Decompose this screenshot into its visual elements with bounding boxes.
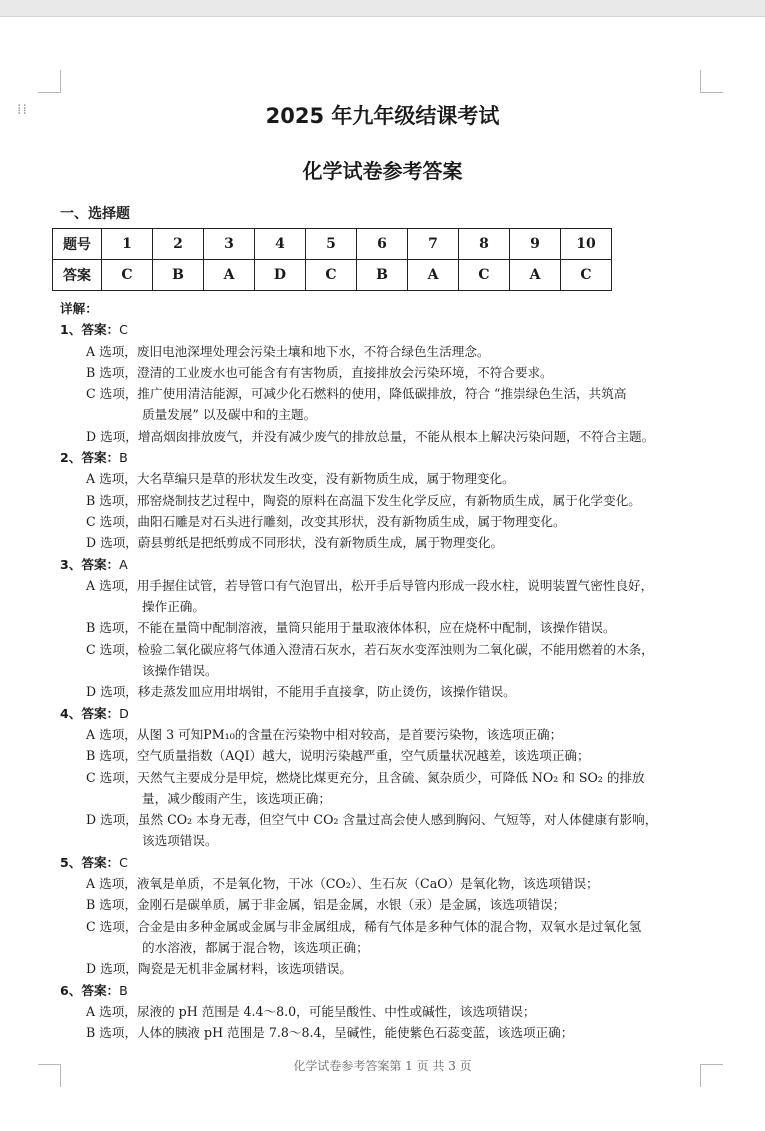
question-prefix: 2、答案： <box>60 450 120 466</box>
option-explanation-line: A 选项，尿液的 pH 范围是 4.4～8.0，可能呈酸性、中性或碱性，该选项错误； <box>86 1003 536 1019</box>
answer-cell: B <box>153 260 204 291</box>
answer-cell: A <box>408 260 459 291</box>
option-explanation-line: C 选项，天然气主要成分是甲烷，燃烧比煤更充分，且含硫、氮杂质少，可降低 NO₂ 和 SO₂ 的排放 <box>86 769 645 785</box>
option-explanation-line: B 选项，不能在量筒中配制溶液，量筒只能用于量取液体体积，应在烧杯中配制，该操作错误。 <box>86 620 616 636</box>
question-answer-value: C <box>119 322 128 338</box>
question-answer-line <box>60 980 710 1001</box>
option-explanation-line: C 选项，曲阳石雕是对石头进行雕刻，改变其形状，没有新物质生成，属于物理变化。 <box>86 513 566 529</box>
page-subtitle: 化学试卷参考答案 <box>302 159 463 183</box>
option-explanation-line: C 选项，合金是由多种金属或金属与非金属组成，稀有气体是多种气体的混合物，双氧水是过氧化氢 <box>86 918 642 934</box>
answer-table <box>52 228 612 291</box>
answer-cell: C <box>306 260 357 291</box>
page-title: 2025 年九年级结课考试 <box>265 104 500 128</box>
option-explanation-line: A 选项，用手握住试管，若导管口有气泡冒出，松开手后导管内形成一段水柱，说明装置气密性良好， <box>86 577 654 593</box>
option-explanation-line: A 选项，废旧电池深埋处理会污染土壤和地下水，不符合绿色生活理念。 <box>86 343 490 359</box>
question-answer-value: C <box>119 854 128 870</box>
question-answer-line <box>60 852 710 873</box>
question-answer-line <box>60 554 710 575</box>
option-explanation-line: D 选项，陶瓷是无机非金属材料，该选项错误。 <box>86 961 352 977</box>
continuation-line: 该操作错误。 <box>142 663 218 679</box>
option-explanation-line: D 选项，虽然 CO₂ 本身无毒，但空气中 CO₂ 含量过高会使人感到胸闷、气短等，对人体健康有影响， <box>86 812 658 828</box>
answer-cell: A <box>204 260 255 291</box>
table-row-answers <box>53 260 612 291</box>
crop-mark-top-right <box>700 70 723 93</box>
question-answer-value: B <box>119 982 128 998</box>
question-number-cell: 5 <box>306 229 357 260</box>
question-prefix: 4、答案： <box>60 705 120 721</box>
header-label-cell: 题号 <box>53 229 102 260</box>
option-explanation-line: C 选项，检验二氧化碳应将气体通入澄清石灰水，若石灰水变浑浊则为二氧化碳，不能用燃着的木条， <box>86 641 654 657</box>
table-row-numbers <box>53 229 612 260</box>
answer-cell: A <box>510 260 561 291</box>
option-explanation-line: A 选项，从图 3 可知PM₁₀的含量在污染物中相对较高，是首要污染物，该选项正确； <box>86 726 563 742</box>
continuation-line: 该选项错误。 <box>142 833 218 849</box>
question-number-cell: 6 <box>357 229 408 260</box>
question-number-cell: 8 <box>459 229 510 260</box>
continuation-line: 质量发展” 以及碳中和的主题。 <box>142 407 317 423</box>
question-number-cell: 3 <box>204 229 255 260</box>
question-answer-line <box>60 447 710 468</box>
continuation-line: 的水溶液，都属于混合物，该选项正确； <box>142 939 369 955</box>
option-explanation-line: D 选项，蔚县剪纸是把纸剪成不同形状，没有新物质生成，属于物理变化。 <box>86 535 504 551</box>
option-explanation-line: D 选项，增高烟囱排放废气，并没有减少废气的排放总量，不能从根本上解决污染问题，不符合主题。 <box>86 428 655 444</box>
option-explanation-line: B 选项，人体的胰液 pH 范围是 7.8～8.4，呈碱性，能使紫色石蕊变蓝，该选项正确； <box>86 1025 574 1041</box>
question-number-cell: 4 <box>255 229 306 260</box>
question-answer-value: A <box>119 556 128 572</box>
drag-handle-icon[interactable]: ⁞⁞ <box>17 102 28 118</box>
option-explanation-line: D 选项，移走蒸发皿应用坩埚钳，不能用手直接拿，防止烫伤，该操作错误。 <box>86 684 516 700</box>
continuation-line: 操作正确。 <box>142 599 205 615</box>
question-answer-value: B <box>119 450 128 466</box>
page-footer: 化学试卷参考答案第 1 页 共 3 页 <box>293 1059 472 1073</box>
question-number-cell: 9 <box>510 229 561 260</box>
answer-cell: C <box>459 260 510 291</box>
answer-cell: D <box>255 260 306 291</box>
question-answer-line <box>60 319 710 340</box>
answer-cell: B <box>357 260 408 291</box>
option-explanation-line: C 选项，推广使用清洁能源，可减少化石燃料的使用，降低碳排放，符合 “推崇绿色生活，共筑高 <box>86 386 627 402</box>
question-answer-line <box>60 703 710 724</box>
option-explanation-line: B 选项，金刚石是碳单质，属于非金属，铝是金属，水银（汞）是金属，该选项错误； <box>86 897 566 913</box>
answer-label-cell: 答案 <box>53 260 102 291</box>
option-explanation-line: B 选项，邢窑烧制技艺过程中，陶瓷的原料在高温下发生化学反应，有新物质生成，属于化学变化。 <box>86 492 641 508</box>
question-prefix: 1、答案： <box>60 322 120 338</box>
question-prefix: 5、答案： <box>60 854 120 870</box>
question-prefix: 3、答案： <box>60 556 120 572</box>
question-answer-value: D <box>119 705 129 721</box>
option-explanation-line: A 选项，大名草编只是草的形状发生改变，没有新物质生成，属于物理变化。 <box>86 471 515 487</box>
section-heading: 一、选择题 <box>60 206 130 222</box>
question-number-cell: 7 <box>408 229 459 260</box>
question-prefix: 6、答案： <box>60 982 120 998</box>
question-number-cell: 10 <box>561 229 612 260</box>
crop-mark-top-left <box>38 70 61 93</box>
option-explanation-line: A 选项，液氧是单质，不是氧化物，干冰（CO₂）、生石灰（CaO）是氧化物，该选项错误； <box>86 876 599 892</box>
question-number-cell: 1 <box>102 229 153 260</box>
question-number-cell: 2 <box>153 229 204 260</box>
answer-cell: C <box>102 260 153 291</box>
explanations <box>60 298 710 1043</box>
answer-cell: C <box>561 260 612 291</box>
option-explanation-line: B 选项，澄清的工业废水也可能含有有害物质，直接排放会污染环境，不符合要求。 <box>86 364 553 380</box>
details-label: 详解： <box>60 301 98 316</box>
option-explanation-line: B 选项，空气质量指数（AQI）越大，说明污染越严重，空气质量状况越差，该选项正确； <box>86 748 590 764</box>
top-toolbar-strip <box>0 0 765 17</box>
continuation-line: 量，减少酸雨产生，该选项正确； <box>142 790 331 806</box>
